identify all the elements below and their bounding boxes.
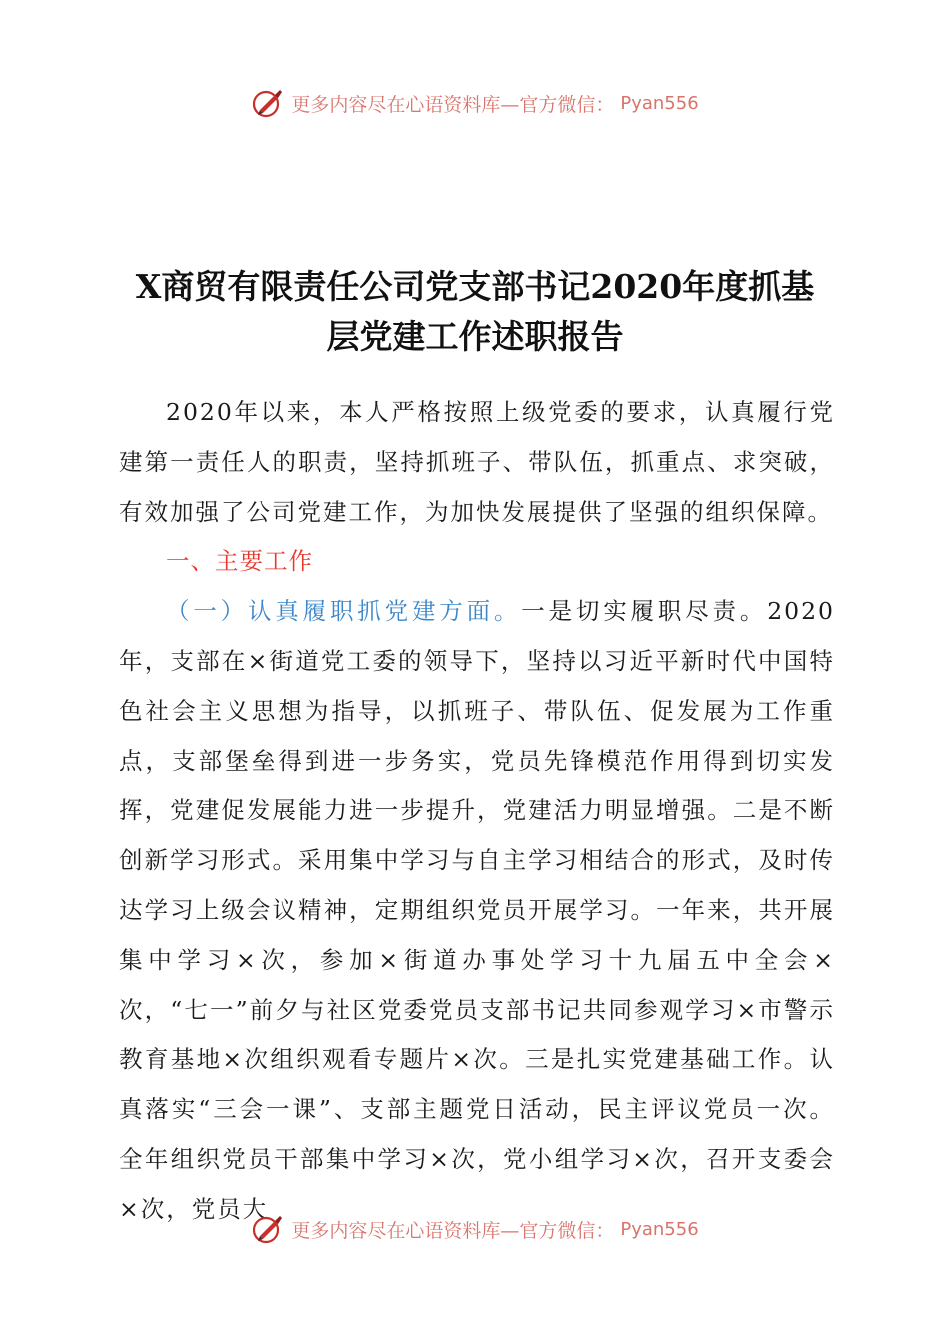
subsection-body: 一是切实履职尽责。2020年，支部在×街道党工委的领导下，坚持以习近平新时代中国特色社会主义思想为指导，以抓班子、带队伍、促发展为工作重点，支部堡垒得到进一步务实，党员先锋模范作用得到切实发挥，党建促发展能力进一步提升，党建活力明显增强。二是不断创新学习形式。采用集中学习与自主学习相结合的形式，及时传达学习上级会议精神，定期组织党员开展学习。一年来，共开展集中学习×次，参加×街道办事处学习十九届五中全会×次，“七一”前夕与社区党委党员支部书记共同参观学习×市警示教育基地×次组织观看专题片×次。三是扎实党建基础工作。认真落实“三会一课”、支部主题党日活动，民主评议党员一次。全年组织党员干部集中学习×次，党小组学习×次，召开支委会×次，党员大 <box>119 597 835 1223</box>
title-line-2: 层党建工作述职报告 <box>326 317 624 356</box>
watermark-text: 更多内容尽在心语资料库—官方微信： <box>291 93 615 116</box>
document-body <box>119 388 835 1235</box>
document-title <box>110 262 840 362</box>
subsection-heading: （一）认真履职抓党建方面。 <box>166 597 522 626</box>
section-heading: 一、主要工作 <box>166 547 313 576</box>
intro-paragraph: 2020年以来，本人严格按照上级党委的要求，认真履行党建第一责任人的职责，坚持抓班子、带队伍，抓重点、求突破，有效加强了公司党建工作，为加快发展提供了坚强的组织保障。 <box>119 398 835 526</box>
pen-circle-icon <box>251 1212 285 1246</box>
watermark-handle: Pyan556 <box>620 1218 699 1240</box>
title-line-1: X商贸有限责任公司党支部书记2020年度抓基 <box>135 267 815 306</box>
subsection-paragraph <box>119 587 835 1234</box>
footer-watermark <box>0 1212 950 1246</box>
header-watermark <box>0 86 950 120</box>
watermark-handle: Pyan556 <box>620 92 699 114</box>
watermark-text: 更多内容尽在心语资料库—官方微信： <box>291 1219 615 1242</box>
pen-circle-icon <box>251 86 285 120</box>
